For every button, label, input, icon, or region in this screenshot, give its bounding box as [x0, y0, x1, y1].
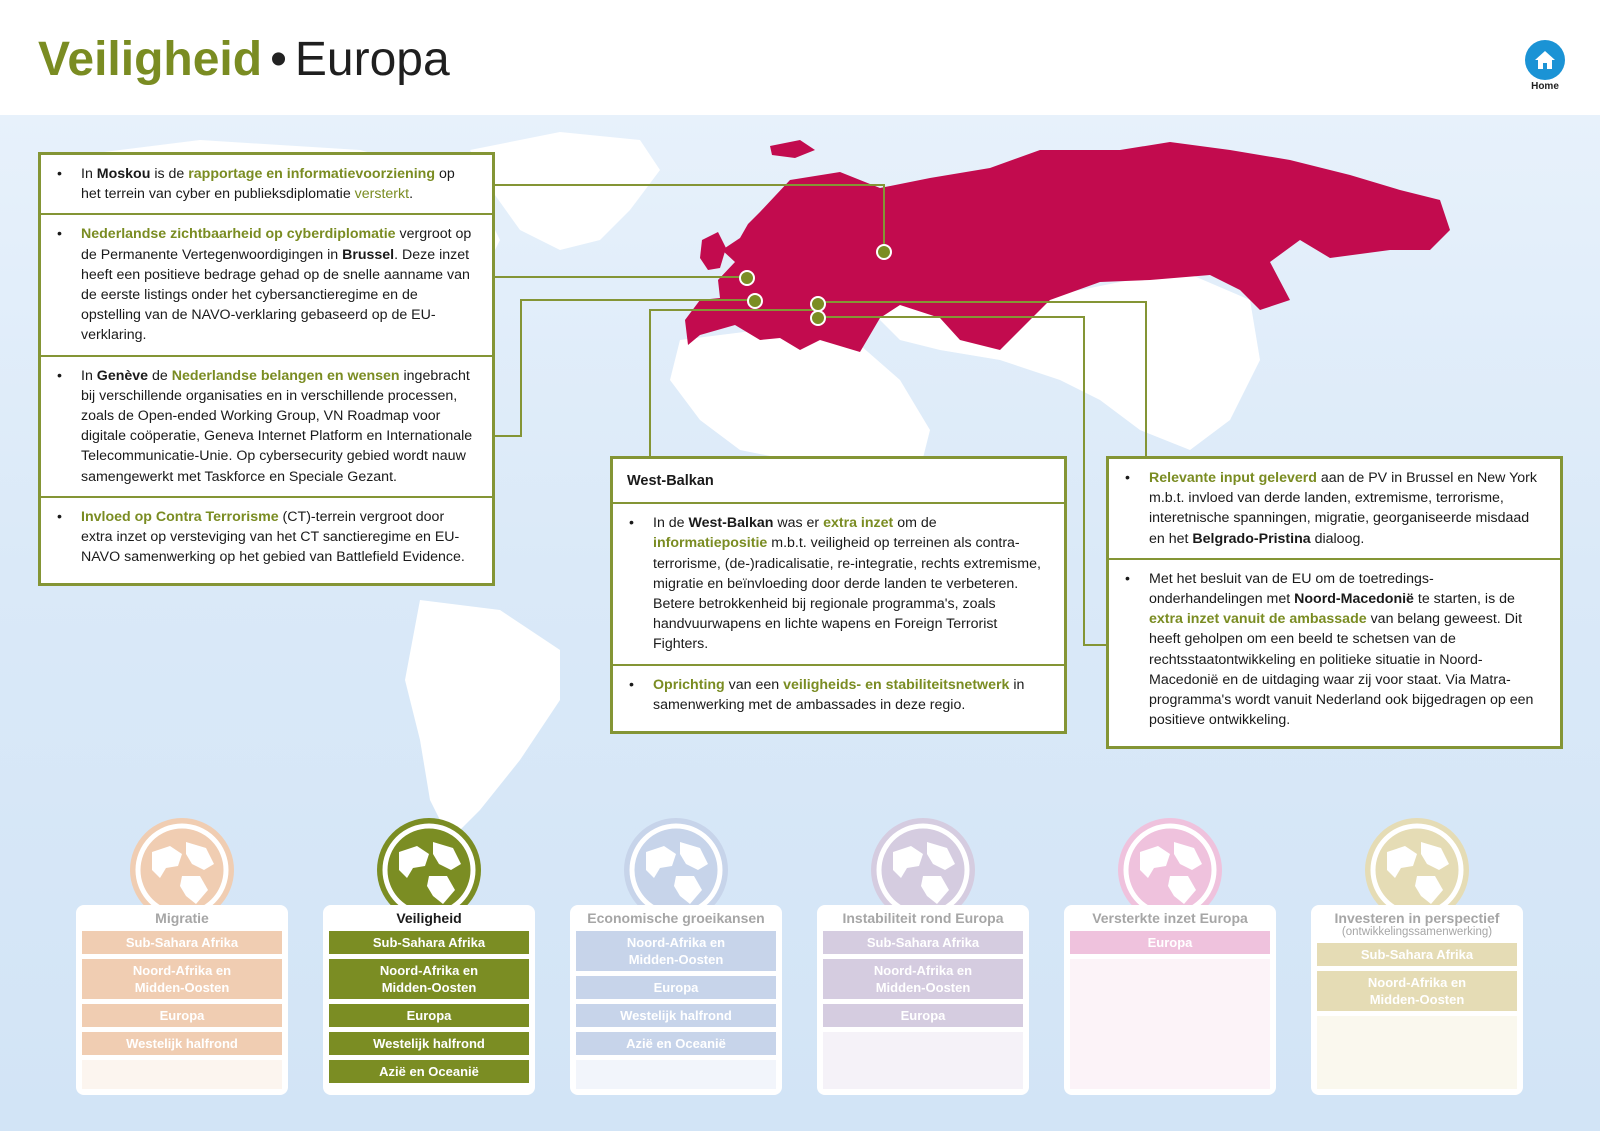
category-link-europa[interactable]: Europa [1070, 931, 1270, 954]
marker-moskou [877, 245, 891, 259]
category-title: Instabiliteit rond Europa [842, 910, 1004, 926]
connector-geneve [493, 300, 753, 436]
category-title: Investeren in perspectief [1334, 910, 1500, 926]
right-info-box [1106, 456, 1563, 749]
category-link-europa[interactable]: Europa [823, 1004, 1023, 1027]
category-title: Migratie [155, 910, 209, 926]
left-item-moskou: • In Moskou is de rapportage en informatievoorziening op het terrein van cyber en publieksdiplomatie versterkt. [41, 155, 492, 215]
category-card-fill [823, 1032, 1023, 1089]
title-separator: • [270, 33, 287, 86]
connector-noord-macedonie [818, 302, 1146, 458]
bullet-icon: • [1125, 470, 1130, 486]
category-card-fill [82, 1060, 282, 1089]
category-link-sub-sahara-afrika[interactable]: Sub-Sahara Afrika [823, 931, 1023, 954]
category-subtitle: (ontwikkelingssamenwerking) [1341, 926, 1493, 938]
category-link-noord-afrika-en-midden-oosten[interactable]: Noord-Afrika en Midden-Oosten [823, 959, 1023, 999]
category-link-azi-en-oceani[interactable]: Azië en Oceanië [329, 1060, 529, 1083]
category-link-westelijk-halfrond[interactable]: Westelijk halfrond [329, 1032, 529, 1055]
marker-balkan-1 [811, 297, 825, 311]
west-balkan-item-2: • Oprichting van een veiligheids- en stabiliteitsnetwerk in samenwerking met de ambassades in deze regio. [629, 676, 1025, 713]
bullet-icon: • [57, 166, 62, 182]
category-card-fill [329, 1088, 529, 1089]
marker-balkan-2 [811, 311, 825, 325]
category-card-migratie[interactable] [76, 905, 288, 1095]
right-item-macedonie: • Met het besluit van de EU om de toetredings-onderhandelingen met Noord-Macedonië te starten, is de extra inzet vanuit de ambassade van belang geweest. Dit heeft geholpen om een beeld te schetsen van de rechtsstaatontwikkeling en politieke situatie in Noord-Macedonië en de uitdaging waar zij voor staat. Via Matra-programma's wordt vanuit Nederland ook bijgedragen op een positieve ontwikkeling. [1125, 570, 1534, 729]
left-item-ct: • Invloed op Contra Terrorisme (CT)-terrein vergroot door extra inzet op versteviging van het CT sanctieregime en EU-NAVO samenwerking op het gebied van Battlefield Evidence. [57, 508, 465, 566]
category-link-noord-afrika-en-midden-oosten[interactable]: Noord-Afrika en Midden-Oosten [329, 959, 529, 999]
category-link-sub-sahara-afrika[interactable]: Sub-Sahara Afrika [82, 931, 282, 954]
marker-geneve [748, 294, 762, 308]
category-title: Economische groeikansen [587, 910, 765, 926]
category-link-europa[interactable]: Europa [576, 976, 776, 999]
category-link-noord-afrika-en-midden-oosten[interactable]: Noord-Afrika en Midden-Oosten [576, 931, 776, 971]
left-info-box [38, 152, 495, 586]
category-card-fill [576, 1060, 776, 1089]
category-card-economische-groeikansen[interactable] [570, 905, 782, 1095]
category-link-sub-sahara-afrika[interactable]: Sub-Sahara Afrika [1317, 943, 1517, 966]
home-label: Home [1531, 81, 1559, 92]
right-item-input: • Relevante input geleverd aan de PV in Brussel en New York m.b.t. invloed van derde landen, extremisme, terrorisme, interetnische spanningen, migratie, georganiseerde misdaad en het Belgrado-Pristina dialoog. [1109, 459, 1560, 560]
category-card-investeren-in-perspectief[interactable] [1311, 905, 1523, 1095]
category-link-noord-afrika-en-midden-oosten[interactable]: Noord-Afrika en Midden-Oosten [82, 959, 282, 999]
left-item-geneve: • In Genève de Nederlandse belangen en wensen ingebracht bij verschillende organisaties en in verschillende processen, zoals de Open-ended Working Group, VN Roadmap voor digitale coöperatie, Geneva Internet Platform en Internationale Telecommunicatie-Unie. Op cybersecurity gebied wordt nauw samengewerkt met Taskforce en Speciale Gezant. [41, 357, 492, 498]
category-card-veiligheid[interactable] [323, 905, 535, 1095]
west-balkan-title: West-Balkan [613, 459, 1064, 504]
category-title: Veiligheid [396, 910, 462, 926]
bullet-icon: • [57, 508, 62, 525]
category-card-versterkte-inzet-europa[interactable] [1064, 905, 1276, 1095]
page-title-sub: Europa [294, 33, 450, 86]
west-balkan-item-1: • In de West-Balkan was er extra inzet om de informatiepositie m.b.t. veiligheid op terreinen als contra-terrorisme, (de-)radicalisatie, re-integratie, rechts extremisme, migratie en beïnvloeding door derde landen te verbeteren. Betere betrokkenheid bij regionale programma's, zoals handvuurwapens en lichte wapens en Foreign Terrorist Fighters. [613, 504, 1064, 665]
marker-brussel [740, 271, 754, 285]
category-card-fill [1317, 1016, 1517, 1089]
category-link-europa[interactable]: Europa [82, 1004, 282, 1027]
category-card-instabiliteit-rond-europa[interactable] [817, 905, 1029, 1095]
connector-moskou [493, 185, 884, 250]
bullet-icon: • [629, 676, 634, 693]
bullet-icon: • [57, 367, 62, 384]
west-balkan-box [610, 456, 1067, 734]
bullet-icon: • [1125, 570, 1130, 587]
category-link-europa[interactable]: Europa [329, 1004, 529, 1027]
category-card-fill [1070, 959, 1270, 1089]
connector-westbalkan [650, 310, 818, 458]
category-link-azi-en-oceani[interactable]: Azië en Oceanië [576, 1032, 776, 1055]
bullet-icon: • [629, 515, 634, 532]
category-link-sub-sahara-afrika[interactable]: Sub-Sahara Afrika [329, 931, 529, 954]
category-link-noord-afrika-en-midden-oosten[interactable]: Noord-Afrika en Midden-Oosten [1317, 971, 1517, 1011]
category-link-westelijk-halfrond[interactable]: Westelijk halfrond [576, 1004, 776, 1027]
category-link-westelijk-halfrond[interactable]: Westelijk halfrond [82, 1032, 282, 1055]
bullet-icon: • [57, 226, 62, 243]
page-title-main: Veiligheid [38, 33, 263, 86]
category-title: Versterkte inzet Europa [1092, 910, 1248, 926]
left-item-brussel: • Nederlandse zichtbaarheid op cyberdiplomatie vergroot op de Permanente Vertegenwoordigingen in Brussel. Deze inzet heeft een positieve bedrage gehad op de snelle aanname van de eerste listings onder het cybersanctieregime en de opstelling van de NAVO-verklaring gebaseerd op de EU-verklaring. [41, 215, 492, 356]
